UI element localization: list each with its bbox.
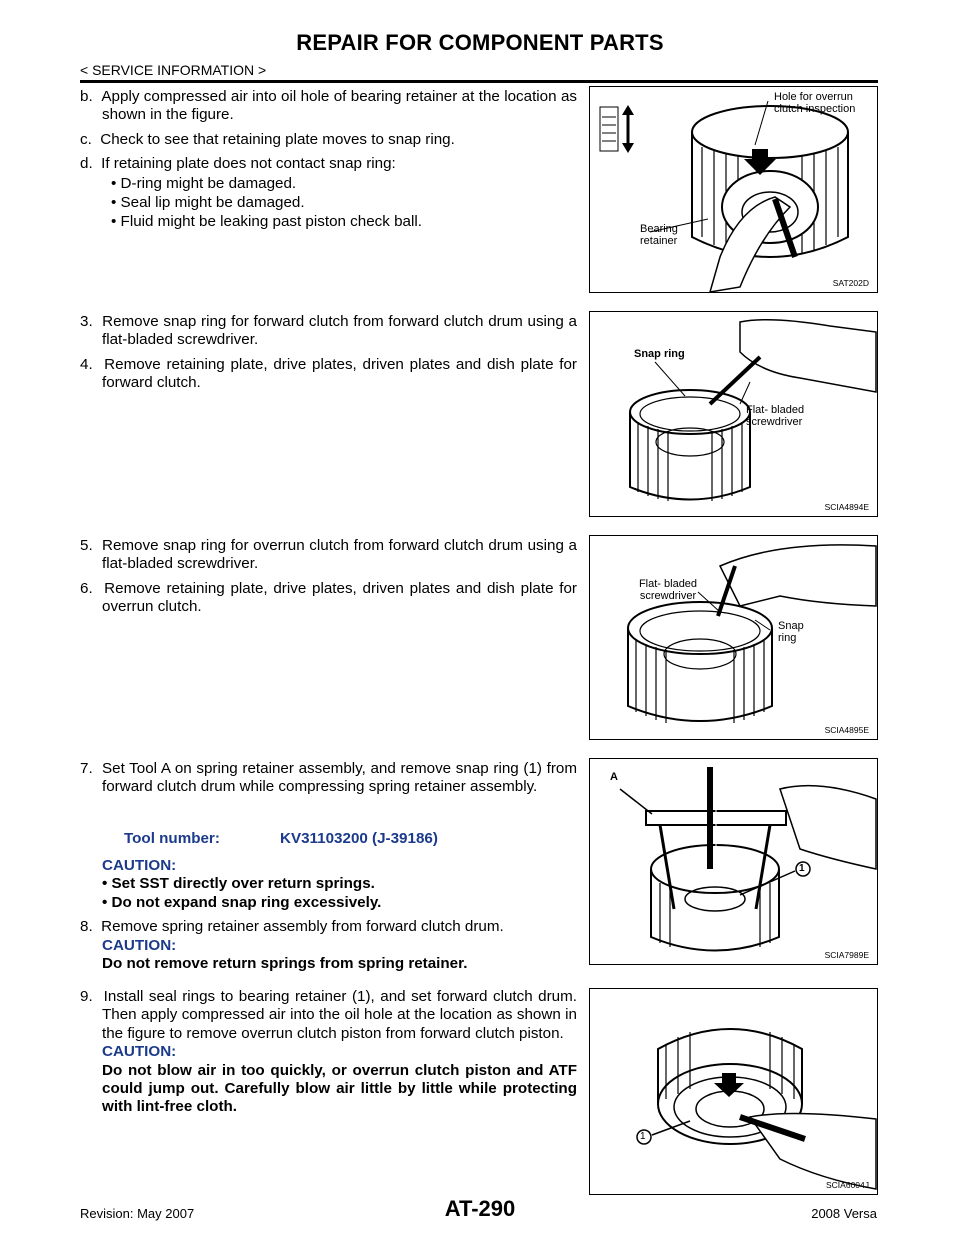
footer-revision: Revision: May 2007	[80, 1206, 195, 1221]
step-d: d. If retaining plate does not contact snap ring:	[80, 155, 396, 173]
figure-label: A	[610, 771, 618, 783]
tool-compressor-illustration	[590, 759, 877, 964]
footer-model: 2008 Versa	[811, 1206, 877, 1221]
step-6: 6. Remove retaining plate, drive plates, driven plates and dish plate for overrun clutch.	[80, 579, 577, 616]
forward-clutch-drum-illustration	[590, 312, 877, 516]
piston-removal-illustration	[590, 989, 877, 1194]
steps-block-4	[80, 760, 577, 797]
tool-number-label: Tool number:	[124, 830, 220, 847]
figure-code: SCIA7989E	[824, 950, 869, 960]
page-title: REPAIR FOR COMPONENT PARTS	[296, 30, 664, 55]
section-label: < SERVICE INFORMATION >	[80, 62, 267, 78]
step-5: 5. Remove snap ring for overrun clutch from forward clutch drum using a flat-bladed screwdriver.	[80, 537, 577, 573]
step-c: c. Check to see that retaining plate moves to snap ring.	[80, 130, 455, 148]
step-7: 7. Set Tool A on spring retainer assembly, and remove snap ring (1) from forward clutch drum while compressing spring retainer assembly.	[80, 760, 577, 796]
caution-text: Do not blow air in too quickly, or overrun clutch piston and ATF could jump out. Carefully blow air little by little while protecting with lint-free cloth.	[102, 1061, 577, 1116]
figure-code: SCIA6004J	[826, 1180, 869, 1190]
step-9: 9. Install seal rings to bearing retainer (1), and set forward clutch drum. Then apply compressed air into the oil hole at the location as shown in the figure to remove overrun clutch piston from forward clutch piston.	[80, 988, 577, 1042]
steps-block-1	[80, 88, 577, 232]
figure-air-inspection	[589, 86, 878, 293]
figure-label: Snap ring	[634, 348, 685, 360]
figure-code: SCIA4894E	[824, 502, 869, 512]
page-number: AT-290	[444, 1196, 516, 1221]
figure-spring-retainer-tool	[589, 758, 878, 965]
figure-label: Flat- bladed screwdriver	[746, 404, 805, 428]
figure-code: SCIA4895E	[824, 725, 869, 735]
figure-overrun-piston-removal	[589, 988, 878, 1195]
caution-heading: CAUTION:	[102, 1043, 177, 1061]
figure-label: 1	[799, 863, 805, 874]
figure-overrun-snap-ring	[589, 535, 878, 740]
steps-block-5	[80, 857, 577, 973]
step-8: 8. Remove spring retainer assembly from forward clutch drum.	[80, 918, 504, 936]
figure-label: Hole for overrun clutch inspection	[774, 91, 856, 115]
caution-text: Do not remove return springs from spring retainer.	[102, 955, 468, 973]
caution-heading: CAUTION:	[102, 857, 177, 874]
step-b: b. Apply compressed air into oil hole of bearing retainer at the location as shown in the figure.	[80, 88, 577, 124]
figure-code: SAT202D	[832, 278, 869, 288]
step-d-bullet: • D-ring might be damaged.	[80, 175, 577, 193]
steps-block-2	[80, 313, 577, 399]
caution-item: • Do not expand snap ring excessively.	[80, 894, 577, 912]
figure-label: 1	[640, 1131, 646, 1142]
steps-block-3	[80, 537, 577, 623]
figure-label: Snap ring	[778, 620, 804, 644]
caution-item: • Set SST directly over return springs.	[80, 875, 577, 893]
caution-heading: CAUTION:	[102, 936, 177, 954]
step-d-bullet: • Seal lip might be damaged.	[80, 194, 577, 212]
overrun-clutch-drum-illustration	[590, 536, 877, 739]
step-d-bullet: • Fluid might be leaking past piston check ball.	[80, 213, 577, 231]
clutch-drum-illustration	[590, 87, 877, 292]
figure-label: Bearing retainer	[640, 223, 678, 247]
steps-block-6	[80, 988, 577, 1117]
figure-forward-snap-ring	[589, 311, 878, 517]
figure-label: Flat- bladed screwdriver	[638, 578, 698, 602]
step-4: 4. Remove retaining plate, drive plates, driven plates and dish plate for forward clutch.	[80, 355, 577, 392]
header-rule	[80, 80, 878, 83]
tool-number	[124, 830, 438, 847]
step-3: 3. Remove snap ring for forward clutch from forward clutch drum using a flat-bladed screwdriver.	[80, 313, 577, 349]
tool-number-value: KV31103200 (J-39186)	[280, 830, 438, 847]
